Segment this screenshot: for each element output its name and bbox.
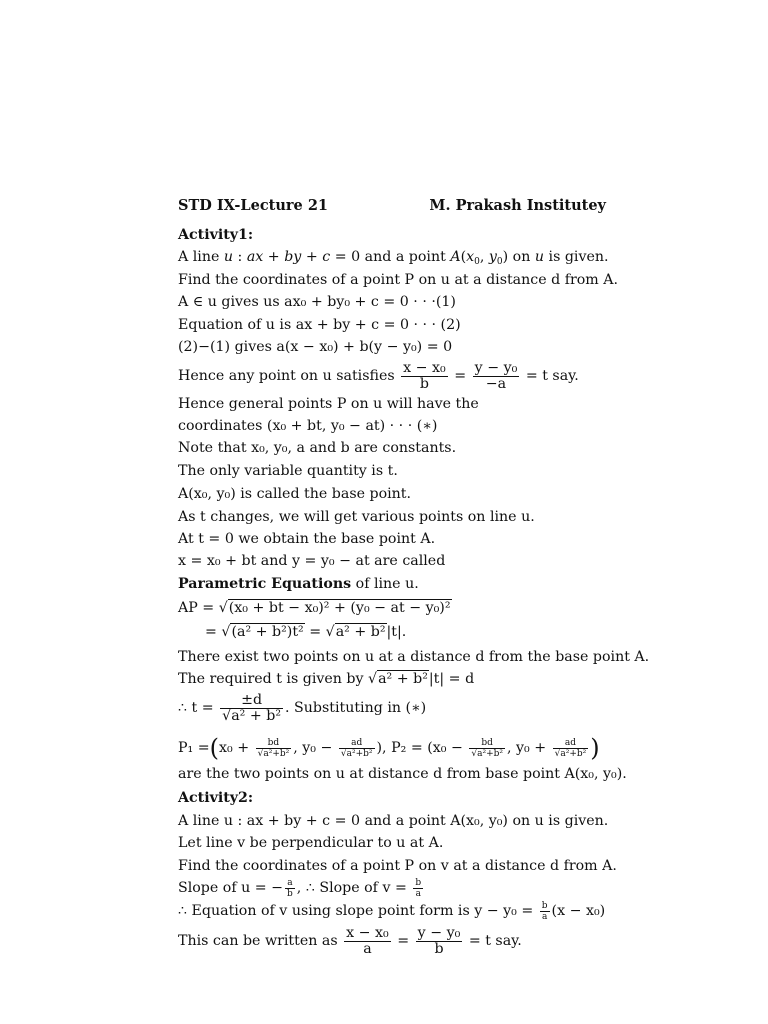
activity1-line-6: Hence any point on u satisfies $\frac{\text{x − x₀}}{b}$ = $\frac{\text{y − y₀}}{-a}$ = t say. <box>178 359 579 392</box>
activity2-line-4: Slope of u = − $\frac{a}{b}$ , ∴ Slope of v = $\frac{b}{a}$ <box>178 877 422 899</box>
activity1-line-3: A ∈ u gives us ax₀ + by₀ + c = 0 · · ·(1) <box>178 294 456 310</box>
activity1-line-15: Parametric Equations of line u. <box>178 576 419 592</box>
fraction: $\frac{bd}{\text{√a²+b²}}$ <box>257 737 290 759</box>
activity1-line-5: (2)−(1) gives a(x − x₀) + b(y − y₀) = 0 <box>178 339 453 355</box>
activity1-line-19: The required t is given by √a² + b²|t| = d <box>178 671 475 687</box>
fraction: $\frac{\pm d}{\text{√a² + b²}}$ <box>222 691 282 724</box>
fraction: $\frac{\text{y − y₀}}{-a}$ <box>474 359 518 392</box>
activity1-line-13: At t = 0 we obtain the base point A. <box>178 531 436 547</box>
fraction: $\frac{\text{x − x₀}}{b}$ <box>403 359 446 392</box>
fraction: $\frac{\text{y − y₀}}{b}$ <box>417 924 461 957</box>
activity2-line-2: Let line v be perpendicular to u at A. <box>178 835 444 851</box>
activity1-line-11: A(x₀, y₀) is called the base point. <box>178 486 412 502</box>
activity2-line-5: ∴ Equation of v using slope point form is y − y₀ = $\frac{b}{a}$ (x − x₀) <box>178 900 606 922</box>
fraction: $\frac{ad}{\text{√a²+b²}}$ <box>554 737 587 759</box>
fraction: $\frac{b}{a}$ <box>415 877 422 899</box>
activity1-line-4: Equation of u is ax + by + c = 0 · · · (2) <box>178 317 461 333</box>
fraction: $\frac{a}{b}$ <box>287 877 293 899</box>
fraction: $\frac{bd}{\text{√a²+b²}}$ <box>471 737 503 759</box>
page-header <box>178 197 606 219</box>
institute-name: M. Prakash Institutey <box>429 197 606 214</box>
fraction: $\frac{ad}{\text{√a²+b²}}$ <box>340 737 373 759</box>
activity2-line-6: This can be written as $\frac{\text{x − x₀}}{a}$ = $\frac{\text{y − y₀}}{b}$ = t say. <box>178 924 522 957</box>
activity1-line-21: P₁ =(x₀ + $\frac{bd}{\text{√a²+b²}}$ , y₀ − $\frac{ad}{\text{√a²+b²}}$ ), P₂ = (x₀ − $\frac{bd}{\text{√a²+b²}}$ , y₀ + $\frac{ad}{\text{√a²+b²}}$ ) <box>178 734 600 762</box>
activity1-line-2: Find the coordinates of a point P on u at a distance d from A. <box>178 272 619 288</box>
activity2-heading: Activity2: <box>178 790 254 806</box>
activity1-line-8: coordinates (x₀ + bt, y₀ − at) · · · (∗) <box>178 418 438 434</box>
activity1-line-9: Note that x₀, y₀, a and b are constants. <box>178 440 457 456</box>
activity1-line-10: The only variable quantity is t. <box>178 463 398 479</box>
activity2-line-1: A line u : ax + by + c = 0 and a point A(x₀, y₀) on u is given. <box>178 813 609 829</box>
fraction: $\frac{\text{x − x₀}}{a}$ <box>346 924 389 957</box>
activity1-line-7: Hence general points P on u will have the <box>178 396 479 412</box>
activity2-line-3: Find the coordinates of a point P on v at a distance d from A. <box>178 858 617 874</box>
activity1-line-16: AP = √(x₀ + bt − x₀)² + (y₀ − at − y₀)² <box>178 600 451 616</box>
activity1-heading: Activity1: <box>178 227 254 243</box>
activity1-line-1: A line u : ax + by + c = 0 and a point $A(x_0$, $y_0$) on u is given. <box>178 249 609 267</box>
activity1-line-14: x = x₀ + bt and y = y₀ − at are called <box>178 553 446 569</box>
radicand: (x₀ + bt − x₀)² + (y₀ − at − y₀)² <box>228 600 451 616</box>
activity1-line-17: = √(a² + b²)t² = √a² + b²|t|. <box>205 624 407 640</box>
activity1-line-12: As t changes, we will get various points on line u. <box>178 509 535 525</box>
fraction: $\frac{b}{a}$ <box>541 900 548 922</box>
activity1-line-20: ∴ t = $\frac{\pm d}{\text{√a² + b²}}$ . Substituting in (∗) <box>178 691 427 724</box>
activity1-line-22: are the two points on u at distance d from base point A(x₀, y₀). <box>178 766 627 782</box>
lecture-title: STD IX-Lecture 21 <box>178 197 328 214</box>
activity1-line-18: There exist two points on u at a distance d from the base point A. <box>178 649 650 665</box>
